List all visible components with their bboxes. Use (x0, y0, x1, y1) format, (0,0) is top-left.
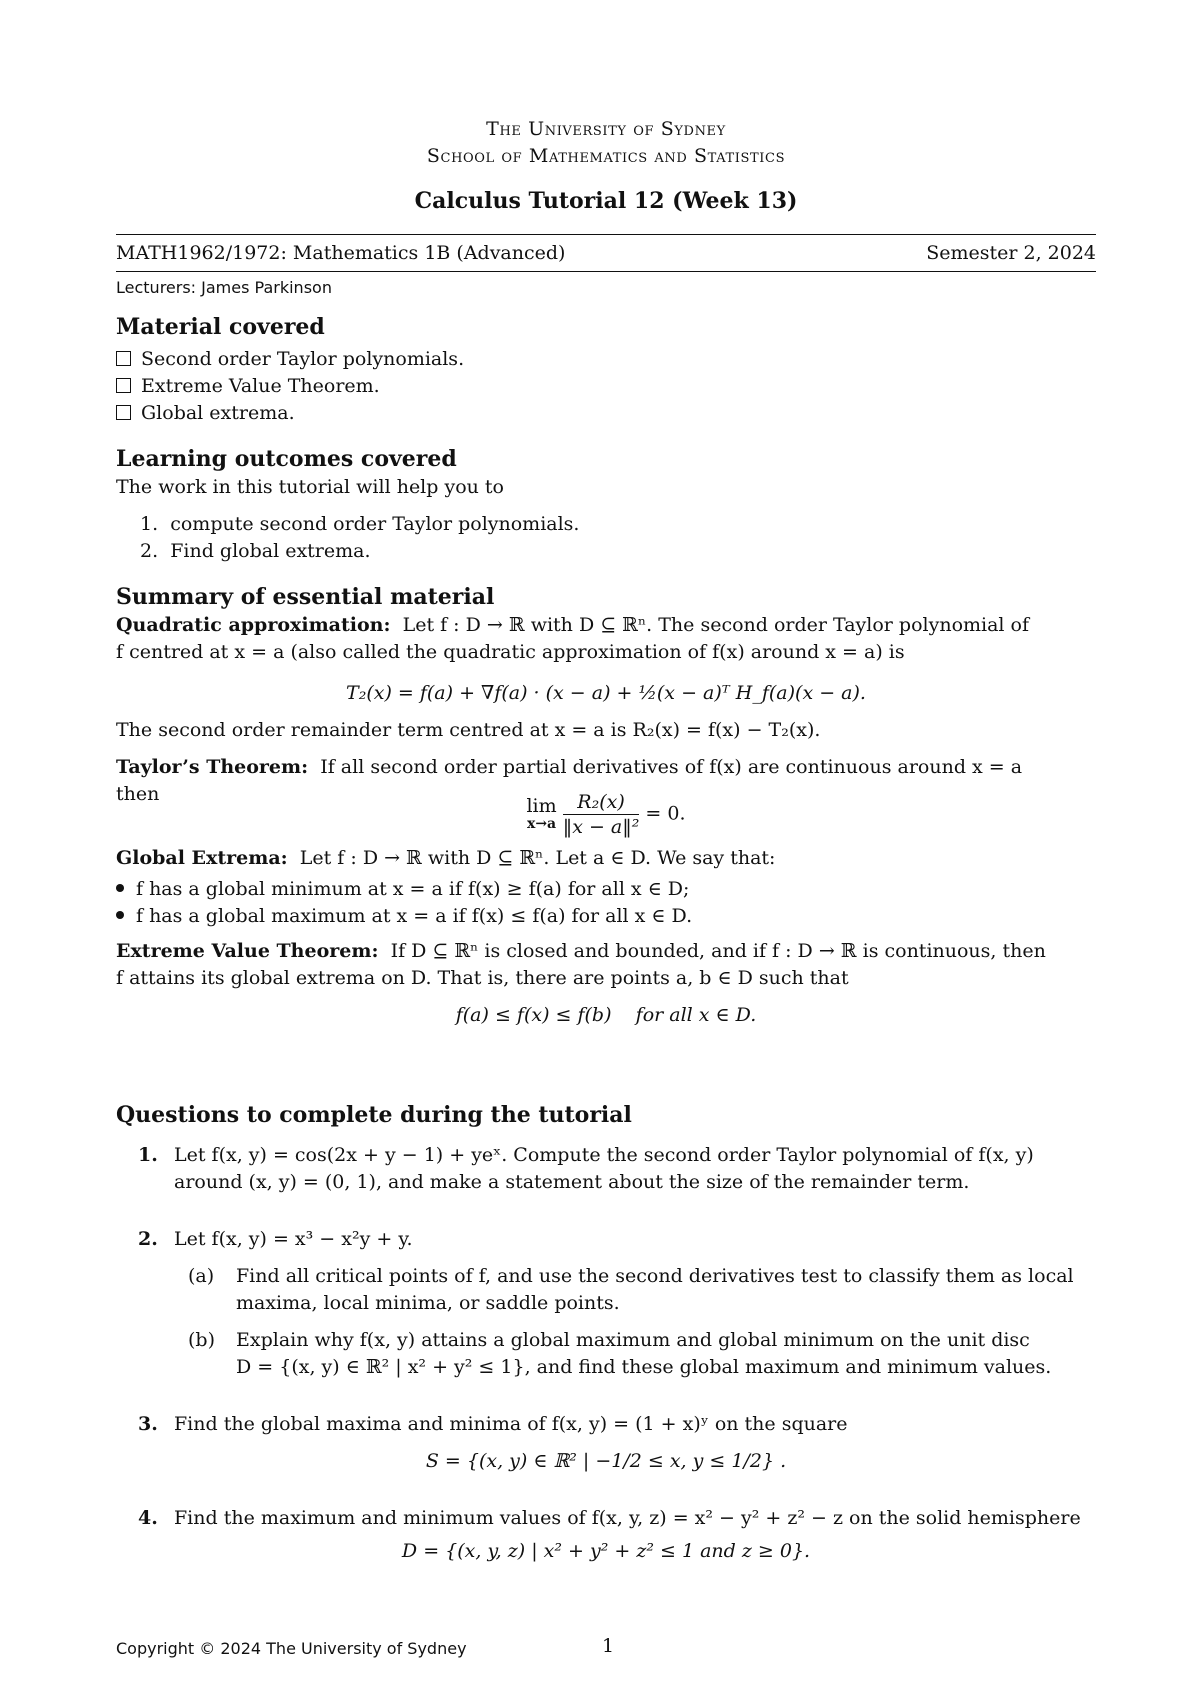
outcomes-intro: The work in this tutorial will help you to (116, 476, 504, 498)
evt-line-1: Extreme Value Theorem: If D ⊆ ℝⁿ is closed and bounded, and if f : D → ℝ is continuous, then (116, 940, 1046, 962)
taylor-polynomial-equation: T₂(x) = f(a) + ∇f(a) · (x − a) + ½(x − a)ᵀ H_f(a)(x − a). (346, 682, 866, 704)
page-title: Calculus Tutorial 12 (Week 13) (414, 188, 798, 214)
global-extrema-line: Global Extrema: Let f : D → ℝ with D ⊆ ℝⁿ. Let a ∈ D. We say that: (116, 847, 776, 869)
checkbox-icon (116, 405, 131, 420)
course-row (116, 240, 1096, 267)
question-4: 4. Find the maximum and minimum values of f(x, y, z) = x² − y² + z² − z on the solid hemisphere (138, 1507, 1081, 1529)
evt-equation: f(a) ≤ f(x) ≤ f(b) for all x ∈ D. (455, 1004, 757, 1026)
material-item: Global extrema. (116, 400, 1096, 427)
limit-equation: lim x→a $\frac{\text{R₂(x)}}{\text{‖x − a‖²}}$ = 0. (526, 791, 686, 838)
material-item: Extreme Value Theorem. (116, 373, 1096, 400)
checkbox-icon (116, 351, 131, 366)
page-number: 1 (602, 1635, 615, 1657)
question-4-set: D = {(x, y, z) | x² + y² + z² ≤ 1 and z ≥ 0}. (401, 1540, 811, 1562)
tutorial-page (116, 0, 1096, 1696)
limit-fraction: $\frac{\text{R₂(x)}}{\text{‖x − a‖²}}$ (562, 791, 640, 838)
bottom-rule (116, 271, 1096, 272)
outcomes-section (116, 444, 1096, 565)
header-block (116, 116, 1096, 170)
copyright: Copyright © 2024 The University of Sydney (116, 1639, 467, 1658)
bullet-icon (116, 884, 124, 892)
checkbox-icon (116, 378, 131, 393)
summary-section (116, 582, 1096, 1035)
course-code: MATH1962/1972: Mathematics 1B (Advanced) (116, 242, 566, 264)
school-name: School of Mathematics and Statistics (426, 145, 786, 167)
question-3-set: S = {(x, y) ∈ ℝ² | −1/2 ≤ x, y ≤ 1/2} . (425, 1450, 787, 1472)
material-item: Second order Taylor polynomials. (116, 346, 1096, 373)
quad-line-2: f centred at x = a (also called the quadratic approximation of f(x) around x = a) is (116, 641, 905, 663)
quad-line-1: Quadratic approximation: Let f : D → ℝ with D ⊆ ℝⁿ. The second order Taylor polynomial of (116, 614, 1030, 636)
outcome-item: 1. compute second order Taylor polynomials. (140, 513, 580, 535)
question-2b: (b) Explain why f(x, y) attains a global maximum and global minimum on the unit disc D = {(x, y) ∈ ℝ² | x² + y² ≤ 1}, and find these global maximum and minimum values. (188, 1329, 1052, 1378)
university-name: The University of Sydney (486, 118, 726, 140)
evt-line-2: f attains its global extrema on D. That is, there are points a, b ∈ D such that (116, 967, 849, 989)
questions-heading: Questions to complete during the tutorial (116, 1102, 632, 1128)
question-3: 3. Find the global maxima and minima of f(x, y) = (1 + x)ʸ on the square (138, 1413, 848, 1435)
bullet-icon (116, 911, 124, 919)
outcomes-heading: Learning outcomes covered (116, 446, 457, 472)
material-section (116, 312, 1096, 427)
lecturers: Lecturers: James Parkinson (116, 278, 332, 297)
questions-section (116, 1100, 1096, 1571)
top-rule (116, 234, 1096, 235)
limit-operator: lim x→a (526, 794, 557, 832)
question-2: 2. Let f(x, y) = x³ − x²y + y. (138, 1228, 413, 1250)
taylor-theorem-line-2: then (116, 783, 160, 805)
global-max-item: f has a global maximum at x = a if f(x) ≤ f(a) for all x ∈ D. (116, 903, 1096, 930)
taylor-theorem-line-1: Taylor’s Theorem: If all second order partial derivatives of f(x) are continuous around x = a (116, 756, 1023, 778)
global-min-item: f has a global minimum at x = a if f(x) ≥ f(a) for all x ∈ D; (116, 876, 1096, 903)
semester-label: Semester 2, 2024 (926, 242, 1096, 264)
material-heading: Material covered (116, 314, 325, 340)
summary-heading: Summary of essential material (116, 584, 495, 610)
remainder-definition: The second order remainder term centred at x = a is R₂(x) = f(x) − T₂(x). (116, 719, 821, 741)
outcome-item: 2. Find global extrema. (140, 540, 371, 562)
question-1: 1. Let f(x, y) = cos(2x + y − 1) + yeˣ. Compute the second order Taylor polynomial of f(x, y) around (x, y) = (0, 1), and make a statement about the size of the remainder term. (138, 1144, 1034, 1193)
question-2a: (a) Find all critical points of f, and use the second derivatives test to classify them as local maxima, local minima, or saddle points. (188, 1265, 1074, 1314)
